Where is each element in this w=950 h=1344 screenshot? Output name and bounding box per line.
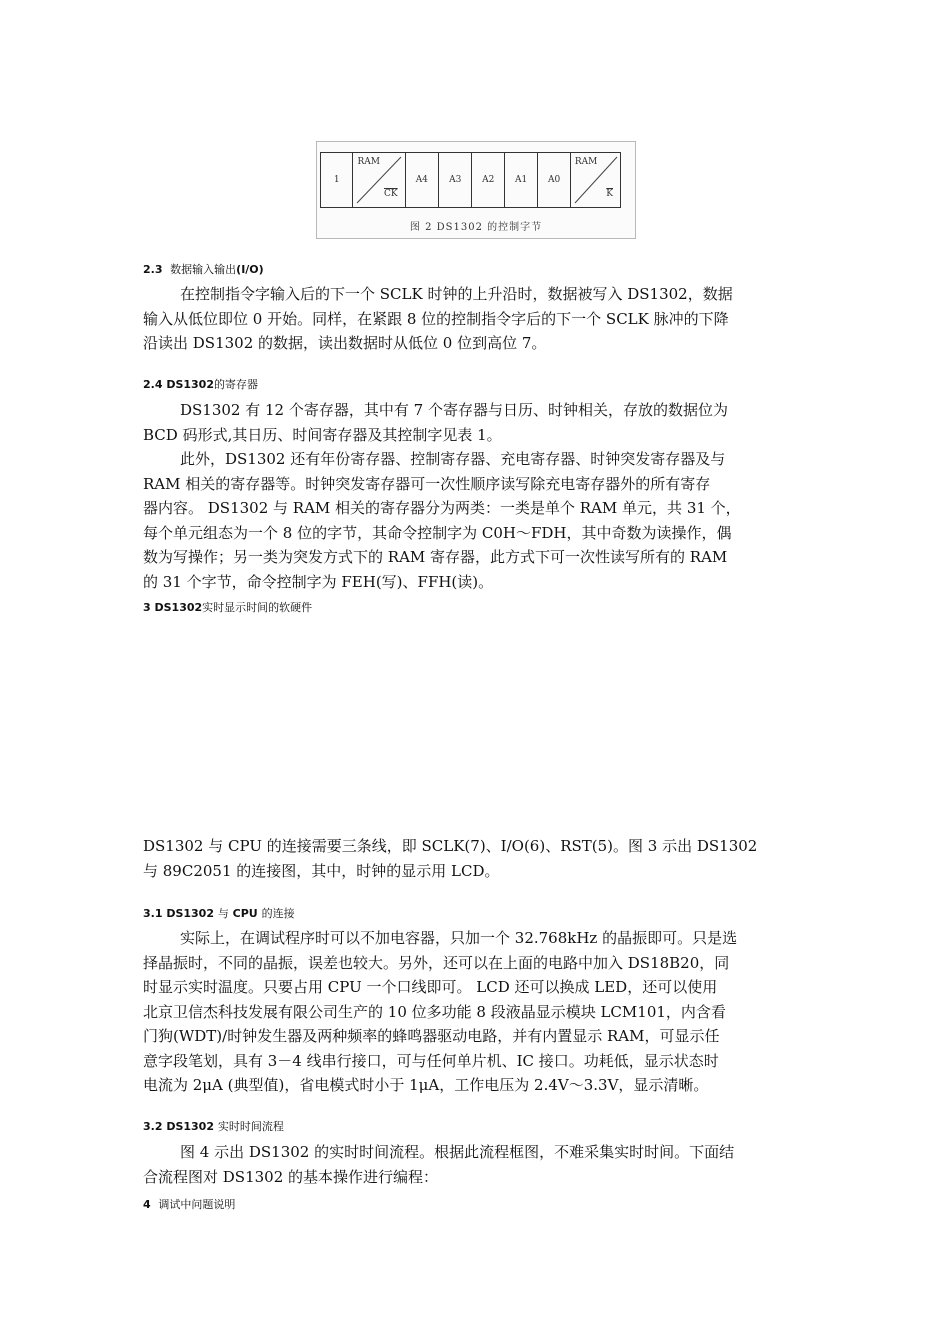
text-line: 每个单元组态为一个 8 位的字节，其命令控制字为 C0H～FDH，其中奇数为读操作，偶 [143, 523, 732, 542]
bit7-cell [321, 153, 353, 207]
text-line: 择晶振时，不同的晶振，误差也较大。另外，还可以在上面的电路中加入 DS18B20，同 [143, 953, 730, 972]
text-line: 实际上，在调试程序时可以不加电容器，只加一个 32.768kHz 的晶振即可。只是选 [180, 929, 738, 947]
bit6-ram-label: RAM [357, 157, 380, 167]
section-number: 4 [143, 1198, 151, 1211]
section-number: 3.2 DS1302 [143, 1120, 214, 1133]
text-line: DS1302 有 12 个寄存器，其中有 7 个寄存器与日历、时钟相关，存放的数据位为 [180, 401, 728, 419]
text-line: 门狗(WDT)/时钟发生器及两种频率的蜂鸣器驱动电路，并有内置显示 RAM，可显示任 [143, 1027, 720, 1045]
bit0-k-label: $\overline{K}$ [606, 189, 613, 199]
section-title: 调试中问题说明 [158, 1198, 236, 1211]
section-title: 的寄存器 [213, 378, 258, 391]
section-heading-3-1 [143, 905, 295, 921]
section-title-suffix: (I/O) [236, 263, 264, 276]
control-byte-cells [320, 152, 621, 208]
section-heading-4 [143, 1196, 235, 1212]
text-line: DS1302 与 CPU 的连接需要三条线，即 SCLK(7)、I/O(6)、RST(5)。图 3 示出 DS1302 [143, 837, 758, 855]
bit1-label: A0 [547, 175, 561, 185]
bit1-cell [538, 153, 570, 207]
text-line: 沿读出 DS1302 的数据，读出数据时从低位 0 位到高位 7。 [143, 334, 547, 352]
section-number: 3 DS1302 [143, 601, 203, 614]
figure-caption: 图 2 DS1302 的控制字节 [409, 222, 543, 233]
paragraph-3-1 [143, 926, 806, 1098]
paragraph-3 [143, 834, 806, 883]
section-title-mid: 与 [217, 907, 229, 920]
section-title: 实时时间流程 [217, 1120, 284, 1133]
bit2-label: A1 [515, 175, 528, 185]
text-line: 输入从低位即位 0 开始。同样，在紧跟 8 位的控制指令字后的下一个 SCLK 脉冲的下降 [143, 309, 729, 328]
text-line: 数为写操作；另一类为突发方式下的 RAM 寄存器，此方式下可一次性读写所有的 RAM [143, 548, 728, 566]
bit6-ck-label: $\overline{CK}$ [383, 189, 398, 199]
bit0-ram-label: RAM [574, 157, 598, 167]
text-line: BCD 码形式,其日历、时间寄存器及其控制字见表 1。 [143, 425, 502, 444]
text-line: 此外，DS1302 还有年份寄存器、控制寄存器、充电寄存器、时钟突发寄存器及与 [180, 450, 726, 468]
section-title: 实时显示时间的软硬件 [202, 601, 313, 614]
paragraph-2-4-b [143, 447, 806, 594]
text-line: RAM 相关的寄存器等。时钟突发寄存器可一次性顺序读写除充电寄存器外的所有寄存 [143, 474, 711, 493]
section-number: 2.4 DS1302 [143, 378, 214, 391]
text-line: 合流程图对 DS1302 的基本操作进行编程： [143, 1167, 439, 1186]
text-line: 的 31 个字节，命令控制字为 FEH(写)、FFH(读)。 [143, 572, 494, 591]
bit6-cell [353, 153, 405, 207]
bit3-cell [472, 153, 504, 207]
section-title: 数据输入输出 [170, 263, 237, 276]
text-line: 图 4 示出 DS1302 的实时时间流程。根据此流程框图，不难采集实时时间。下面结 [180, 1143, 735, 1161]
bit0-cell [571, 153, 620, 207]
bit2-cell [505, 153, 538, 207]
paragraph-2-3 [143, 282, 806, 356]
section-heading-2-3 [143, 261, 264, 277]
section-number: 3.1 DS1302 [143, 907, 214, 920]
bit4-cell [439, 153, 472, 207]
bit4-label: A3 [449, 175, 462, 185]
section-heading-3-2 [143, 1118, 284, 1134]
section-heading-3 [143, 599, 312, 615]
bit5-cell [406, 153, 439, 207]
bit5-label: A4 [415, 175, 428, 185]
text-line: 时显示实时温度。只要占用 CPU 一个口线即可。 LCD 还可以换成 LED，还可以使用 [143, 978, 718, 996]
text-line: 北京卫信杰科技发展有限公司生产的 10 位多功能 8 段液晶显示模块 LCM101，内含看 [143, 1002, 726, 1021]
text-line: 在控制指令字输入后的下一个 SCLK 时钟的上升沿时，数据被写入 DS1302，数据 [180, 285, 733, 303]
section-title-cpu: CPU [232, 907, 258, 920]
text-line: 与 89C2051 的连接图，其中，时钟的显示用 LCD。 [143, 861, 500, 880]
bit3-label: A2 [482, 175, 495, 185]
paragraph-3-2 [143, 1140, 806, 1189]
text-line: 电流为 2μA (典型值)，省电模式时小于 1μA，工作电压为 2.4V～3.3V，显示清晰。 [143, 1076, 709, 1094]
bit7-label: 1 [333, 175, 340, 185]
text-line: 器内容。 DS1302 与 RAM 相关的寄存器分为两类：一类是单个 RAM 单元，共 31 个， [143, 499, 741, 517]
paragraph-2-4-a [143, 398, 806, 447]
figure-control-byte [316, 141, 636, 239]
text-line: 意字段笔划，具有 3－4 线串行接口，可与任何单片机、IC 接口。功耗低，显示状态时 [143, 1051, 719, 1070]
section-heading-2-4 [143, 376, 258, 392]
section-title: 的连接 [261, 907, 295, 920]
section-number: 2.3 [143, 263, 163, 276]
